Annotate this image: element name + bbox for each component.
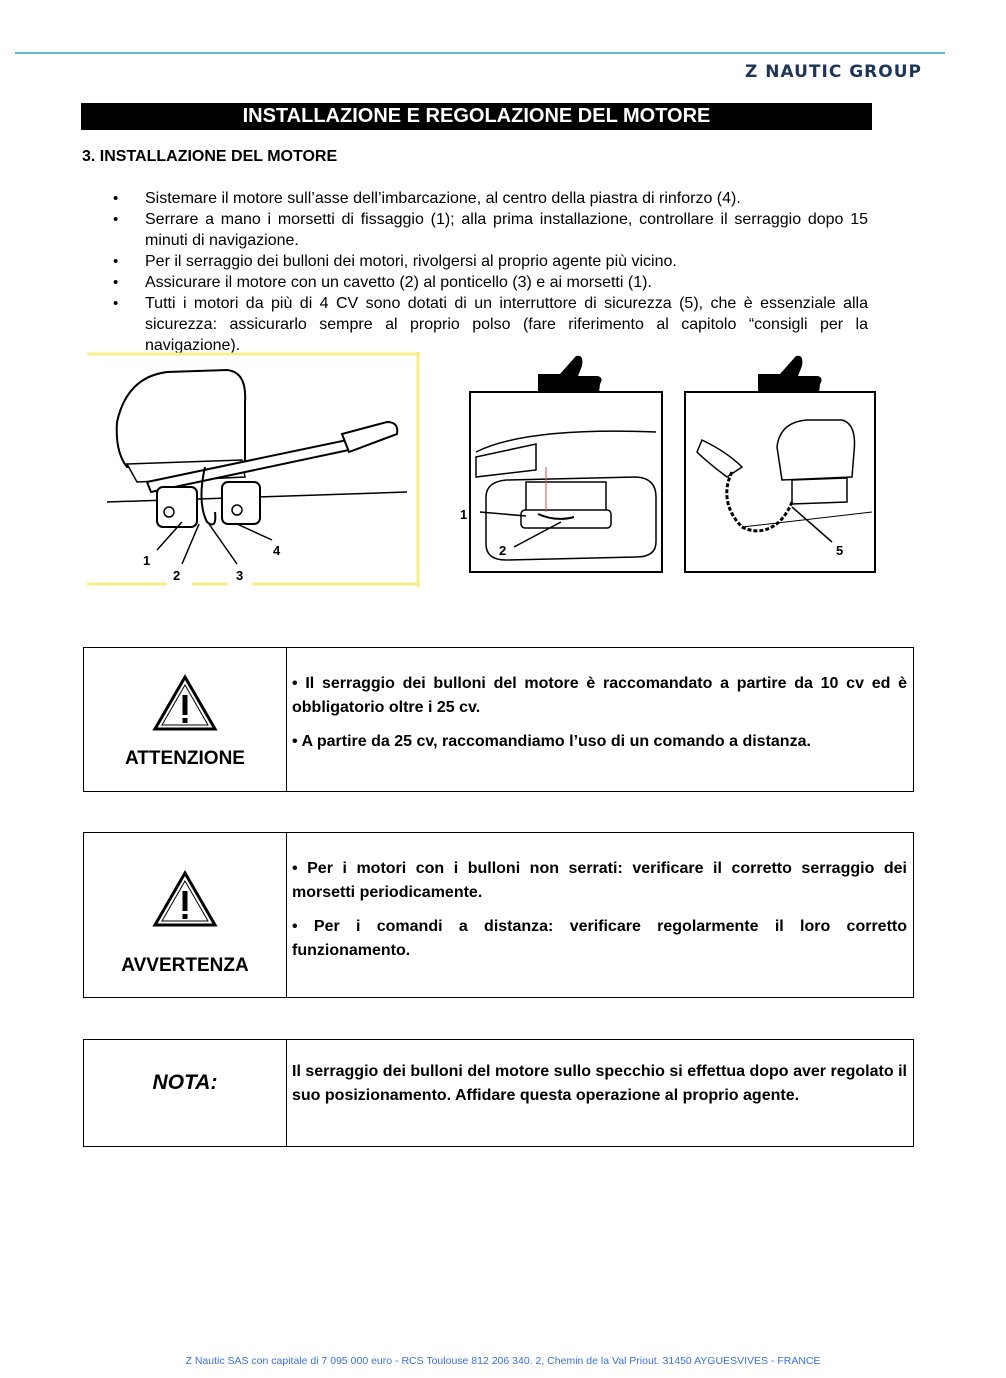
figure-label: 4 <box>273 543 281 558</box>
instruction-list <box>110 188 868 356</box>
avvertenza-label: AVVERTENZA <box>121 955 249 976</box>
list-item: • Tutti i motori da più di 4 CV sono dotati di un interruttore di sicurezza (5), che è essenziale alla sicurezza: assicurarlo sempre al proprio polso (fare riferimento al capitolo “consigli per la navigazione). <box>110 293 868 356</box>
brand-logo: Z NAUTIC GROUP <box>745 62 922 82</box>
list-item: • Per i comandi a distanza: verificare regolarmente il loro corretto funzionamento. <box>292 918 907 959</box>
attenzione-box <box>83 647 914 792</box>
figure-label: 5 <box>836 543 844 558</box>
header-divider <box>15 52 945 54</box>
attenzione-text <box>292 672 907 764</box>
list-item: • Assicurare il motore con un cavetto (2) al ponticello (3) e ai morsetti (1). <box>110 272 868 293</box>
warning-triangle-icon <box>153 871 217 927</box>
list-item: • Sistemare il motore sull’asse dell’imbarcazione, al centro della piastra di rinforzo (4). <box>110 188 868 209</box>
figure-label: 2 <box>499 543 507 558</box>
figure-label: 1 <box>143 553 151 568</box>
footer-text: Z Nautic SAS con capitale di 7 095 000 euro - RCS Toulouse 812 206 340. 2, Chemin de la Val Priout. 31450 AYGUESVIVES - FRANCE <box>185 1355 821 1367</box>
warning-triangle-icon <box>153 675 217 731</box>
attenzione-label: ATTENZIONE <box>125 748 245 769</box>
section-heading: 3. INSTALLAZIONE DEL MOTORE <box>82 148 338 165</box>
nota-label: NOTA: <box>152 1071 218 1094</box>
safety-cable-illustration <box>460 352 666 577</box>
kill-switch-illustration <box>682 352 877 577</box>
avvertenza-text <box>292 857 907 973</box>
attenzione-label-cell <box>84 648 287 791</box>
list-item: • Per il serraggio dei bulloni dei motori, rivolgersi al proprio agente più vicino. <box>110 251 868 272</box>
figure-label: 3 <box>236 568 244 583</box>
list-item: • Serrare a mano i morsetti di fissaggio (1); alla prima installazione, controllare il serraggio dopo 15 minuti di navigazione. <box>110 209 868 251</box>
nota-text: Il serraggio dei bulloni del motore sullo specchio si effettua dopo aver regolato il suo posizionamento. Affidare questa operazione al proprio agente. <box>292 1063 907 1104</box>
motor-clamp-illustration <box>87 352 420 587</box>
avvertenza-label-cell <box>84 833 287 997</box>
figure-label: 1 <box>460 507 468 522</box>
page-title: INSTALLAZIONE E REGOLAZIONE DEL MOTORE <box>81 103 872 130</box>
figure-label: 2 <box>173 568 181 583</box>
list-item: • Il serraggio dei bulloni del motore è raccomandato a partire da 10 cv ed è obbligatorio oltre i 25 cv. <box>292 675 907 716</box>
avvertenza-box <box>83 832 914 998</box>
list-item: • A partire da 25 cv, raccomandiamo l’uso di un comando a distanza. <box>292 733 811 750</box>
list-item: • Per i motori con i bulloni non serrati: verificare il corretto serraggio dei morsetti periodicamente. <box>292 860 907 901</box>
nota-label-cell <box>84 1040 287 1146</box>
nota-box <box>83 1039 914 1147</box>
